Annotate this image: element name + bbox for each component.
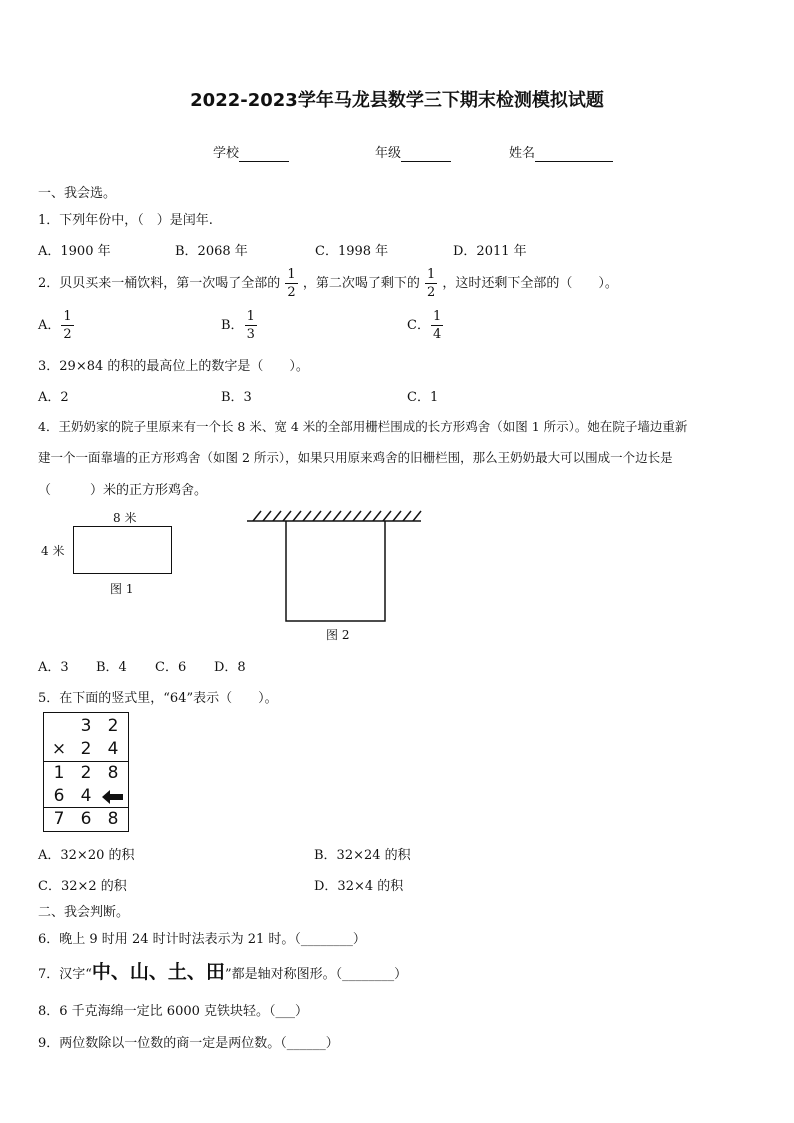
- q7-characters: 中、山、土、田: [91, 961, 225, 983]
- q2-fraction-2: $\frac{1}{2}$: [427, 267, 436, 300]
- q7-text: [38, 960, 407, 987]
- fig1-width-label: 4 米: [41, 544, 65, 558]
- q2-text: [38, 266, 618, 302]
- fig2-wall-and-square: [245, 508, 423, 624]
- section1-heading: 一、我会选。: [38, 186, 117, 201]
- q3-text: 3．29×84 的积的最高位上的数字是（ ）。: [38, 359, 309, 374]
- section2-heading: 二、我会判断。: [38, 905, 130, 920]
- name-label: 姓名: [509, 146, 536, 161]
- q6-text: 6．晚上 9 时用 24 时计时法表示为 21 时。（________）: [38, 932, 366, 947]
- q1-option-d[interactable]: D．2011 年: [453, 244, 527, 259]
- q3-option-b[interactable]: B．3: [221, 390, 252, 405]
- q4-line1: 4．王奶奶家的院子里原来有一个长 8 米、宽 4 米的全部用栅栏围成的长方形鸡舍（如图 1 所示）。她在院子墙边重新: [38, 419, 688, 434]
- school-blank[interactable]: [239, 146, 289, 162]
- q5-option-d[interactable]: D．32×4 的积: [314, 879, 404, 894]
- q2-part2: ，第二次喝了剩下的: [302, 276, 420, 291]
- calc-row-2: × 2 4: [51, 739, 119, 759]
- school-field[interactable]: [213, 142, 289, 162]
- school-label: 学校: [213, 146, 240, 161]
- fig1-rectangle: [73, 526, 172, 574]
- left-arrow-icon: [102, 789, 124, 805]
- name-blank[interactable]: [535, 146, 613, 162]
- q2-option-c[interactable]: C． $\frac{1}{4}$: [407, 309, 442, 342]
- q1-option-b[interactable]: B．2068 年: [175, 244, 248, 259]
- q8-text: 8．6 千克海绵一定比 6000 克铁块轻。（___）: [38, 1004, 309, 1019]
- q4-line3: （ ）米的正方形鸡舍。: [38, 483, 208, 498]
- grade-label: 年级: [375, 146, 402, 161]
- calc-row-4: 6 4: [44, 785, 128, 808]
- fig1-caption: 图 1: [110, 582, 134, 596]
- calc-row-3: 1 2 8: [53, 763, 119, 783]
- q2-option-a[interactable]: A． $\frac{1}{2}$: [38, 309, 72, 342]
- q2-part3: ，这时还剩下全部的（ ）。: [442, 276, 618, 291]
- q4-line2: 建一个一面靠墙的正方形鸡舍（如图 2 所示），如果只用原来鸡舍的旧栅栏围，那么王奶奶最大可以围成一个边长是: [38, 450, 673, 465]
- q5-option-a[interactable]: A．32×20 的积: [38, 848, 135, 863]
- q4-option-a[interactable]: A．3: [38, 660, 69, 675]
- q5-text: 5．在下面的竖式里，“64”表示（ ）。: [38, 691, 278, 706]
- vertical-multiplication: [43, 712, 129, 832]
- q1-option-c[interactable]: C．1998 年: [315, 244, 389, 259]
- q2-option-b[interactable]: B． $\frac{1}{3}$: [221, 309, 255, 342]
- q4-option-d[interactable]: D．8: [214, 660, 246, 675]
- q9-text: 9．两位数除以一位数的商一定是两位数。（______）: [38, 1036, 339, 1051]
- q1-text: 1．下列年份中，（ ）是闰年.: [38, 213, 213, 228]
- calc-row-5: 7 6 8: [53, 809, 119, 829]
- q4-option-b[interactable]: B．4: [96, 660, 127, 675]
- calc-row-1: 3 2: [80, 716, 119, 736]
- q3-option-c[interactable]: C．1: [407, 390, 439, 405]
- q1-option-a[interactable]: A．1900 年: [38, 244, 111, 259]
- fig1-length-label: 8 米: [113, 511, 137, 525]
- q7-prefix: 7．汉字“: [38, 967, 92, 982]
- q7-suffix: ”都是轴对称图形。（________）: [224, 967, 408, 982]
- page-title: 2022-2023学年马龙县数学三下期末检测模拟试题: [190, 90, 604, 111]
- q3-option-a[interactable]: A．2: [38, 390, 69, 405]
- name-field[interactable]: [509, 142, 613, 162]
- q5-option-c[interactable]: C．32×2 的积: [38, 879, 127, 894]
- fig2-caption: 图 2: [326, 628, 350, 642]
- q2-part1: 2．贝贝买来一桶饮料，第一次喝了全部的: [38, 276, 281, 291]
- q5-option-b[interactable]: B．32×24 的积: [314, 848, 411, 863]
- grade-field[interactable]: [375, 142, 451, 162]
- grade-blank[interactable]: [401, 146, 451, 162]
- q2-fraction-1: $\frac{1}{2}$: [287, 267, 296, 300]
- q4-option-c[interactable]: C．6: [155, 660, 187, 675]
